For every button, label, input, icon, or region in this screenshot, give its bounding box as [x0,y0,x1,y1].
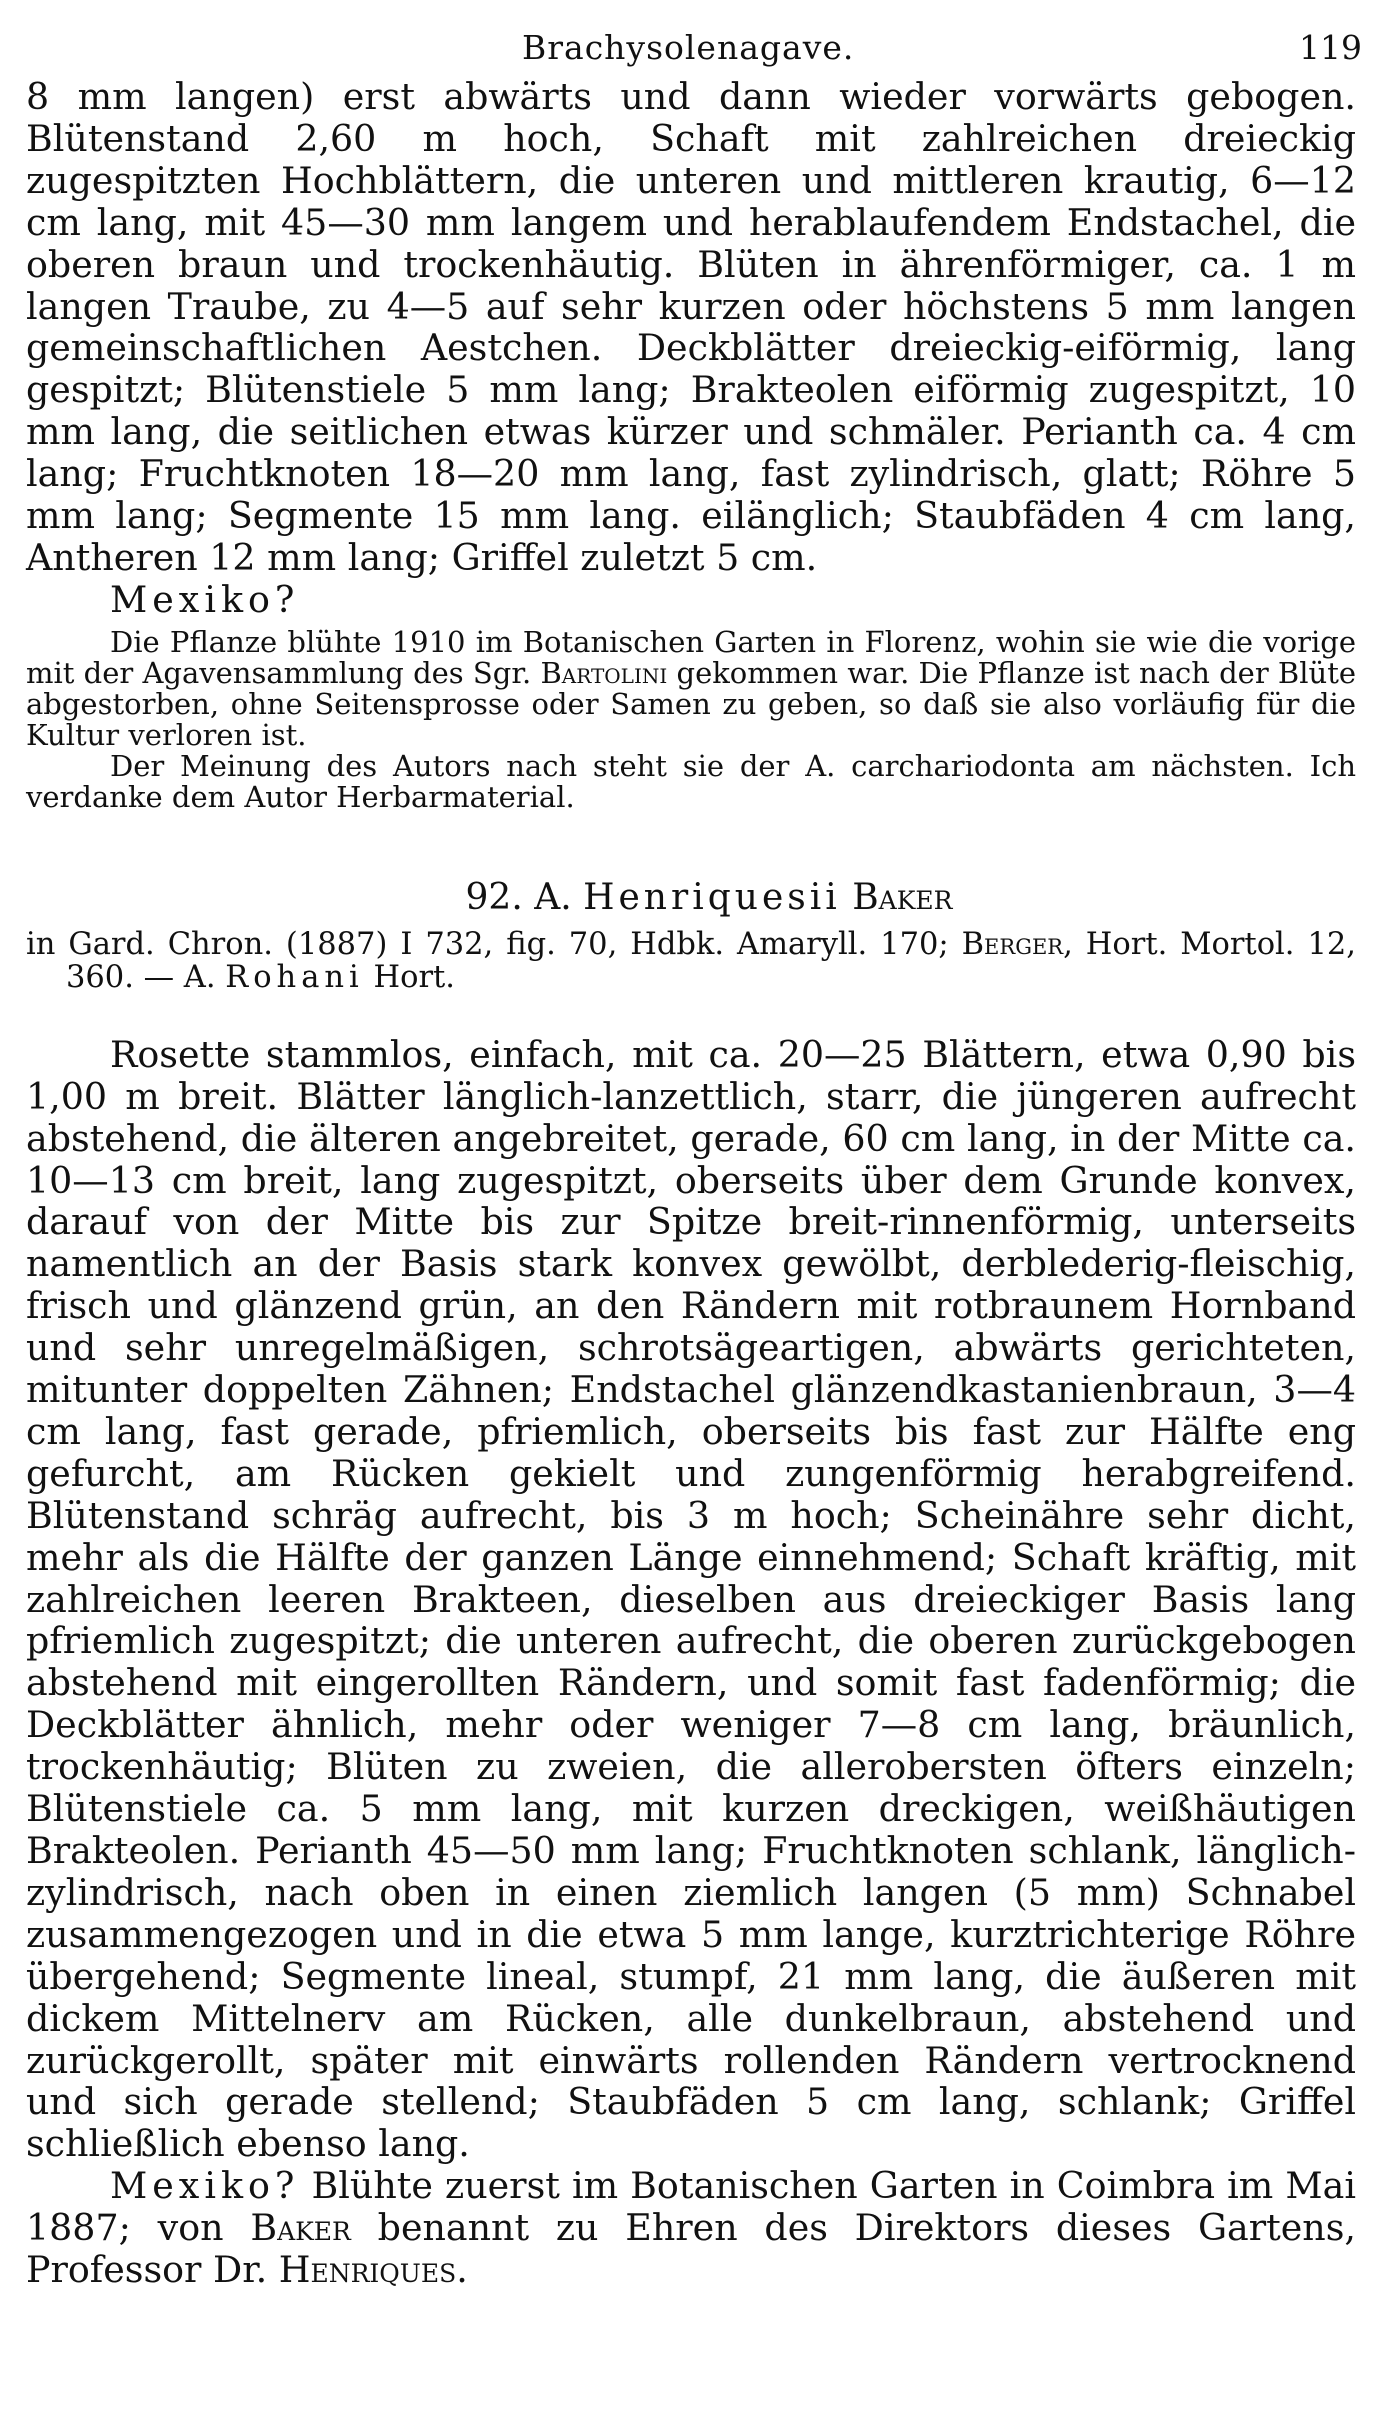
previous-species-description: 8 mm langen) erst abwärts und dann wieder vorwärts gebogen. Blütenstand 2,60 m hoch, Schaft mit zahlreichen dreieckig zugespitzten Hochblättern, die unteren und mittleren krautig, 6—12 cm lang, mit 45—30 mm langem und herablaufendem Endstachel, die oberen braun und trockenhäutig. Blüten in ährenförmiger, ca. 1 m langen Traube, zu 4—5 auf sehr kurzen oder höchstens 5 mm langen gemeinschaftlichen Aestchen. Deckblätter dreieckig-eiförmig, lang gespitzt; Blütenstiele 5 mm lang; Brakteolen eiförmig zugespitzt, 10 mm lang, die seitlichen etwas kürzer und schmäler. Perianth ca. 4 cm lang; Fruchtknoten 18—20 mm lang, fast zylindrisch, glatt; Röhre 5 mm lang; Segmente 15 mm lang. eilänglich; Staubfäden 4 cm lang, Antheren 12 mm lang; Griffel zuletzt 5 cm. [26,75,1356,579]
citation-text-a: in Gard. Chron. (1887) I 732, fig. 70, Hdbk. Amaryll. 170; [26,926,949,962]
note-1-text-a: Die Pflanze blühte 1910 im Botanischen Garten in Florenz, wohin sie wie die vorige mit der Agavensammlung des Sgr. [26,624,1356,690]
species-citation [26,928,1356,994]
page-number: 119 [1299,28,1362,67]
citation-author: Berger [961,926,1064,962]
history-person: Henriques [278,2248,457,2292]
citation-text-b: , Hort. Mortol. 12, 360. — A. [66,926,1356,995]
species-number: 92. A. [465,876,572,918]
previous-species-origin: Mexiko? [110,577,300,621]
previous-species-section [26,76,1356,621]
species-description-section [26,1034,1356,2291]
previous-species-notes [26,624,1357,814]
history-end: . [456,2248,468,2292]
note-1-text-b: gekommen war. Die Pflanze ist nach der Blüte abgestorben, ohne Seitensprosse oder Samen zu geben, so daß sie also vorläufig für die Kultur verloren ist. [26,655,1357,752]
species-history [26,2165,1356,2291]
species-origin: Mexiko? [110,2164,300,2208]
species-name: Henriquesii [583,876,841,918]
history-author: Baker [250,2206,351,2250]
note-1-person-bartolini: Bartolini [540,655,668,690]
species-heading [26,877,1356,918]
book-page [26,20,1362,2292]
note-paragraph-2: Der Meinung des Autors nach steht sie der A. carchariodonta am nächsten. Ich verdanke dem Autor Herbarmaterial. [26,748,1356,814]
citation-synonym: Rohani [225,959,364,995]
species-author: Baker [852,876,953,918]
page-header [26,20,1362,76]
history-text-a: Blühte zuerst im Botanischen Garten in Coimbra im Mai 1887; von [26,2164,1356,2250]
citation-synonym-suffix: Hort. [373,959,455,995]
species-description: Rosette stammlos, einfach, mit ca. 20—25 Blättern, etwa 0,90 bis 1,00 m breit. Blätter länglich-lanzettlich, starr, die jüngeren aufrecht abstehend, die älteren angebreitet, gerade, 60 cm lang, in der Mitte ca. 10—13 cm breit, lang zugespitzt, oberseits über dem Grunde konvex, darauf von der Mitte bis zur Spitze breit-rinnenförmig, unterseits namentlich an der Basis stark konvex gewölbt, derblederig-fleischig, frisch und glänzend grün, an den Rändern mit rotbraunem Hornband und sehr unregelmäßigen, schrotsägeartigen, abwärts gerichteten, mitunter doppelten Zähnen; Endstachel glänzendkastanienbraun, 3—4 cm lang, fast gerade, pfriemlich, oberseits bis fast zur Hälfte eng gefurcht, am Rücken gekielt und zungenförmig herabgreifend. Blütenstand schräg aufrecht, bis 3 m hoch; Scheinähre sehr dicht, mehr als die Hälfte der ganzen Länge einnehmend; Schaft kräftig, mit zahlreichen leeren Brakteen, dieselben aus dreieckiger Basis lang pfriemlich zugespitzt; die unteren aufrecht, die oberen zurückgebogen abstehend mit eingerollten Rändern, und somit fast fadenförmig; die Deckblätter ähnlich, mehr oder weniger 7—8 cm lang, bräunlich, trockenhäutig; Blüten zu zweien, die allerobersten öfters einzeln; Blütenstiele ca. 5 mm lang, mit kurzen dreckigen, weißhäutigen Brakteolen. Perianth 45—50 mm lang; Fruchtknoten schlank, länglich-zylindrisch, nach oben in einen ziemlich langen (5 mm) Schnabel zusammengezogen und in die etwa 5 mm lange, kurztrichterige Röhre übergehend; Segmente lineal, stumpf, 21 mm lang, die äußeren mit dickem Mittelnerv am Rücken, alle dunkelbraun, abstehend und zurückgerollt, später mit einwärts rollenden Rändern vertrocknend und sich gerade stellend; Staubfäden 5 cm lang, schlank; Griffel schließlich ebenso lang. [26,1032,1356,2166]
history-text-b: benannt zu Ehren des Direktors dieses Gartens, Professor Dr. [26,2206,1356,2292]
running-title: Brachysolenagave. [522,28,855,67]
note-paragraph-1 [26,624,1357,752]
